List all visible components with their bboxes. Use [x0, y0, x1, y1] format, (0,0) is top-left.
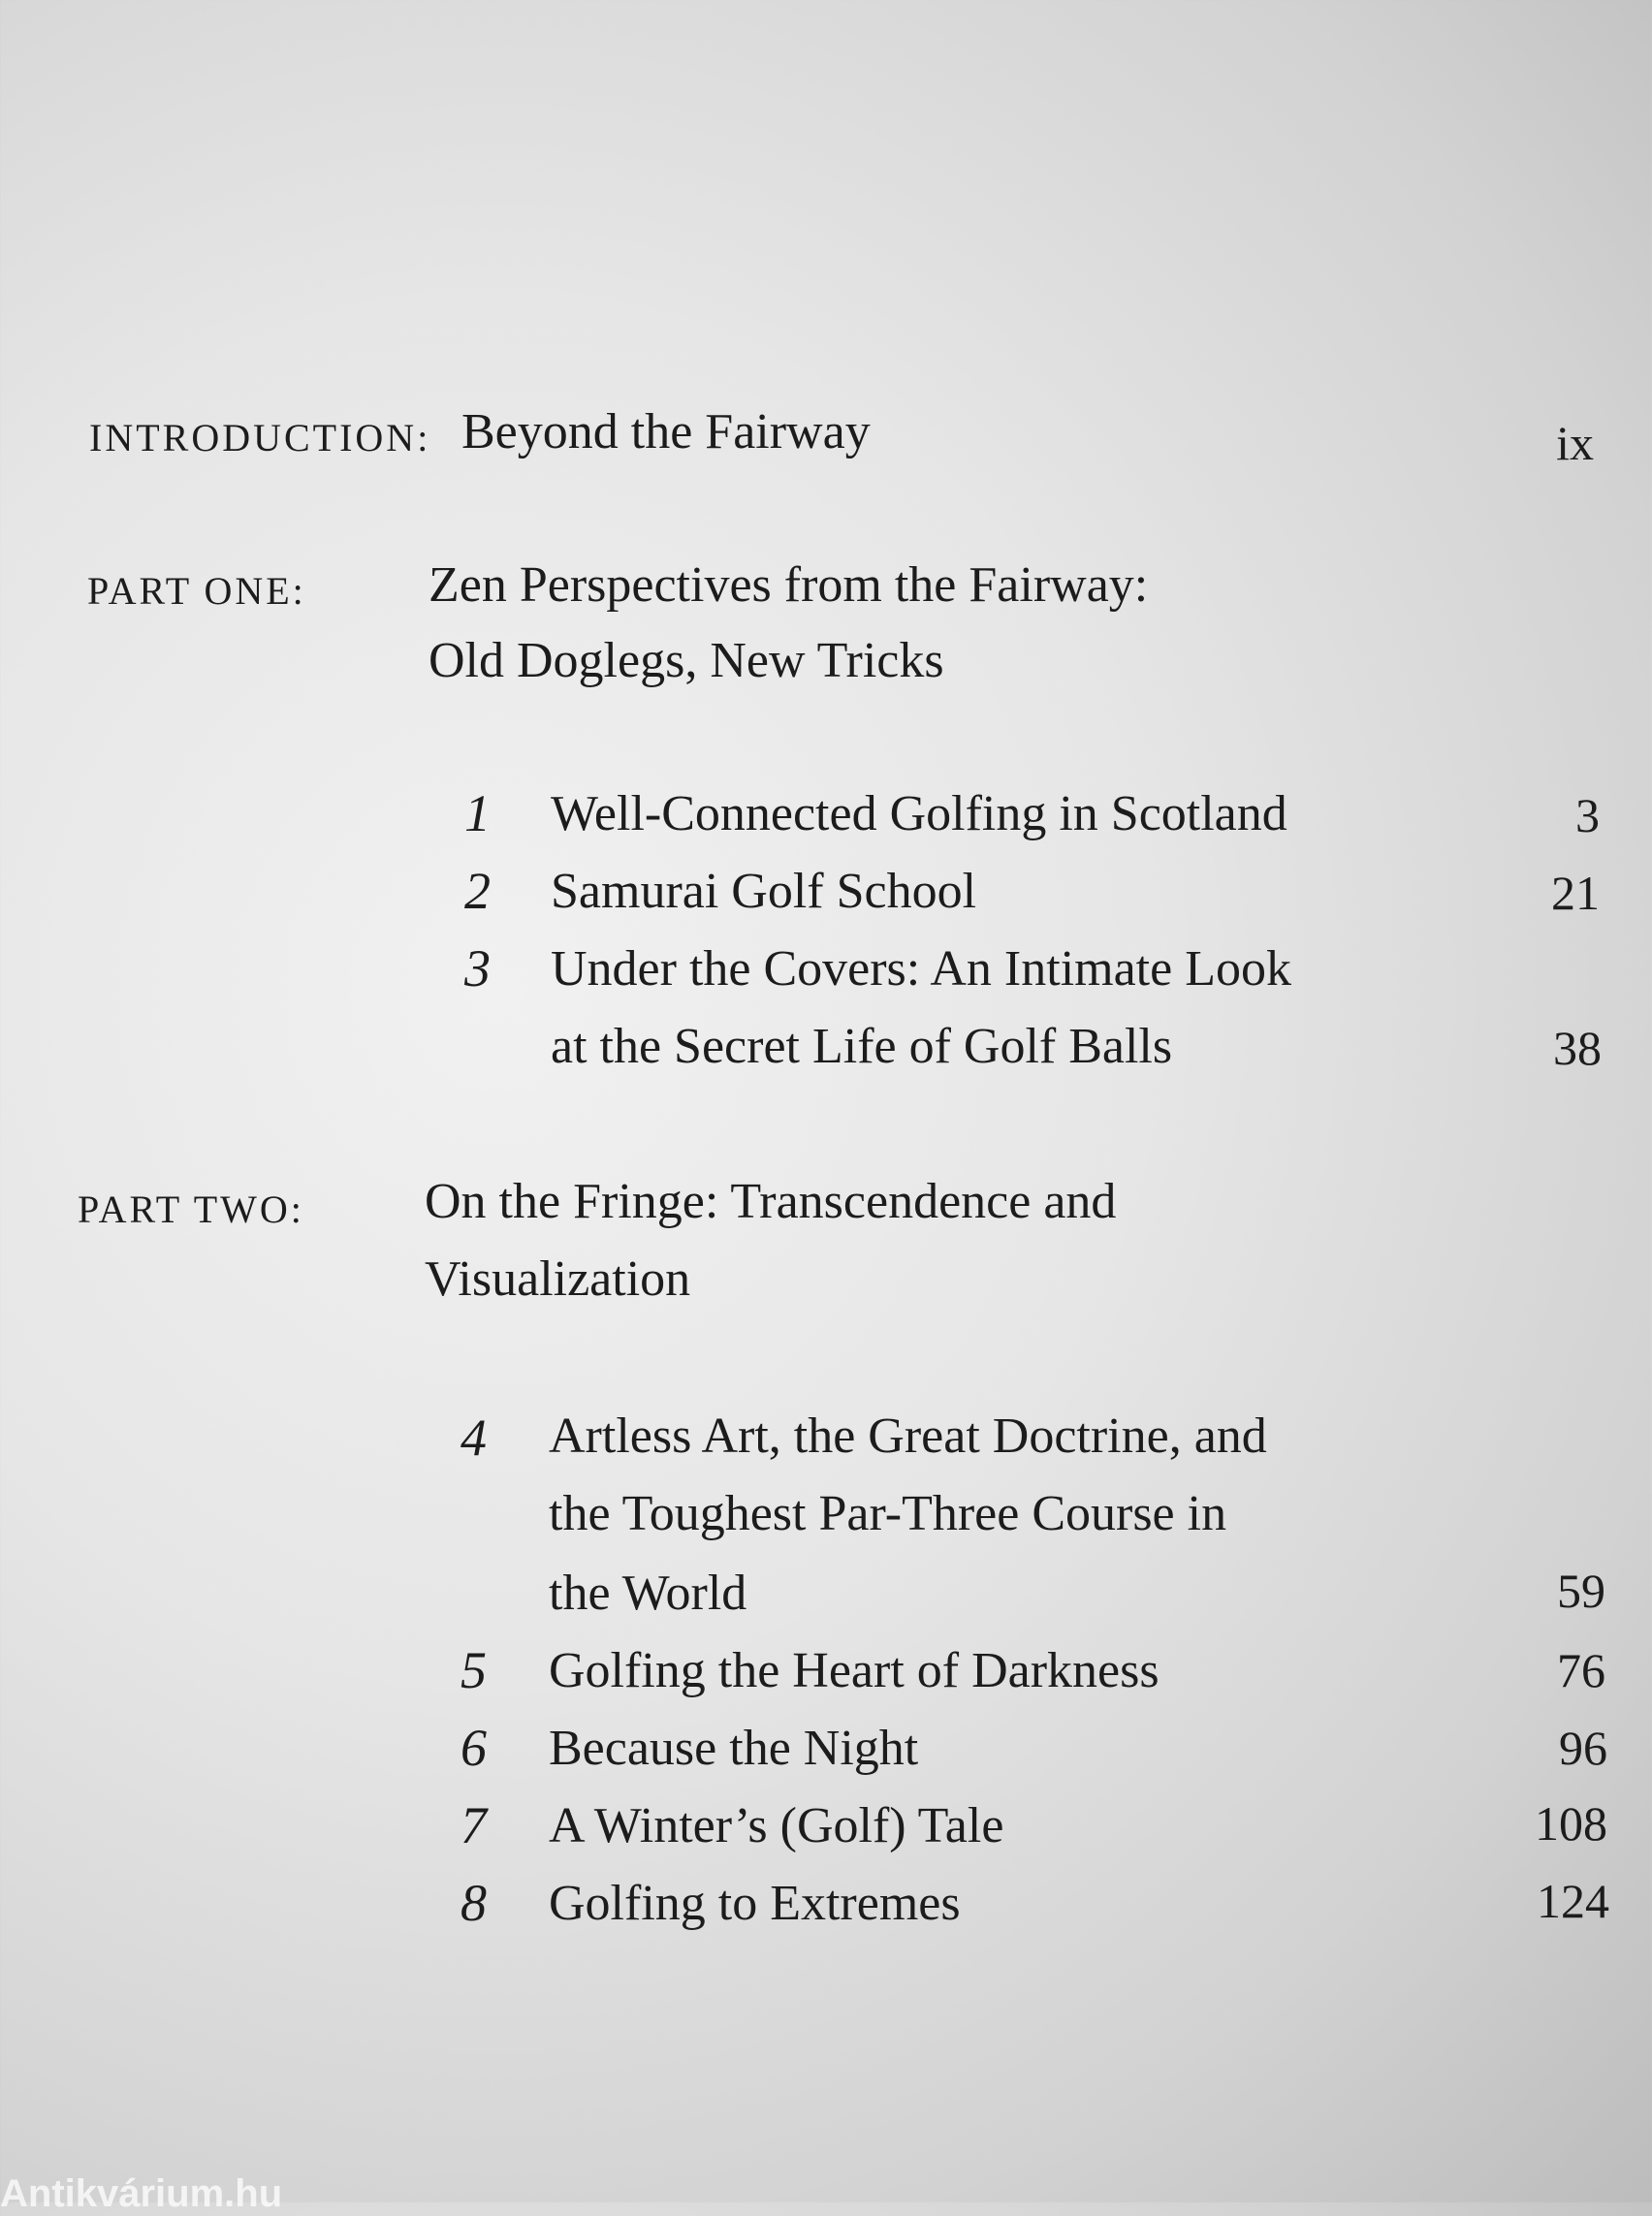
chapter-1-number: 1 [464, 784, 491, 842]
part-one-label: PART ONE: [87, 569, 306, 613]
introduction-title: Beyond the Fairway [461, 404, 871, 459]
chapter-3-number: 3 [464, 939, 491, 997]
chapter-3-title-line1: Under the Covers: An Intimate Look [551, 941, 1291, 997]
part-two-title-line1: On the Fringe: Transcendence and [425, 1174, 1117, 1229]
chapter-8-number: 8 [461, 1874, 487, 1932]
chapter-8-title: Golfing to Extremes [549, 1876, 961, 1931]
part-one-title-line1: Zen Perspectives from the Fairway: [429, 557, 1149, 613]
part-two-title-line2: Visualization [425, 1251, 691, 1307]
chapter-7-number: 7 [461, 1796, 487, 1854]
chapter-7-page-number: 108 [1535, 1796, 1607, 1851]
chapter-1-title: Well-Connected Golfing in Scotland [551, 786, 1287, 841]
chapter-8-page-number: 124 [1537, 1874, 1609, 1928]
watermark: Antikvárium.hu [0, 2172, 283, 2215]
chapter-6-page-number: 96 [1559, 1721, 1607, 1775]
chapter-5-page-number: 76 [1557, 1643, 1605, 1697]
chapter-1-page-number: 3 [1575, 788, 1600, 842]
chapter-4-number: 4 [461, 1409, 487, 1467]
introduction-page-number: ix [1556, 416, 1594, 470]
introduction-label: INTRODUCTION: [89, 416, 431, 459]
chapter-5-title: Golfing the Heart of Darkness [549, 1643, 1160, 1698]
chapter-7-title: A Winter’s (Golf) Tale [549, 1798, 1004, 1853]
chapter-6-title: Because the Night [549, 1721, 919, 1776]
chapter-6-number: 6 [461, 1719, 487, 1777]
chapter-5-number: 5 [461, 1641, 487, 1699]
part-one-title-line2: Old Doglegs, New Tricks [429, 633, 944, 688]
chapter-4-title-line2: the Toughest Par-Three Course in [549, 1486, 1227, 1541]
chapter-4-title-line3: the World [549, 1566, 747, 1621]
chapter-3-page-number: 38 [1553, 1021, 1602, 1075]
chapter-2-title: Samurai Golf School [551, 864, 977, 919]
chapter-2-page-number: 21 [1551, 866, 1600, 920]
part-two-label: PART TWO: [78, 1187, 304, 1231]
chapter-4-title-line1: Artless Art, the Great Doctrine, and [549, 1409, 1267, 1464]
chapter-3-title-line2: at the Secret Life of Golf Balls [551, 1019, 1173, 1074]
chapter-4-page-number: 59 [1557, 1564, 1605, 1618]
chapter-2-number: 2 [464, 862, 491, 920]
